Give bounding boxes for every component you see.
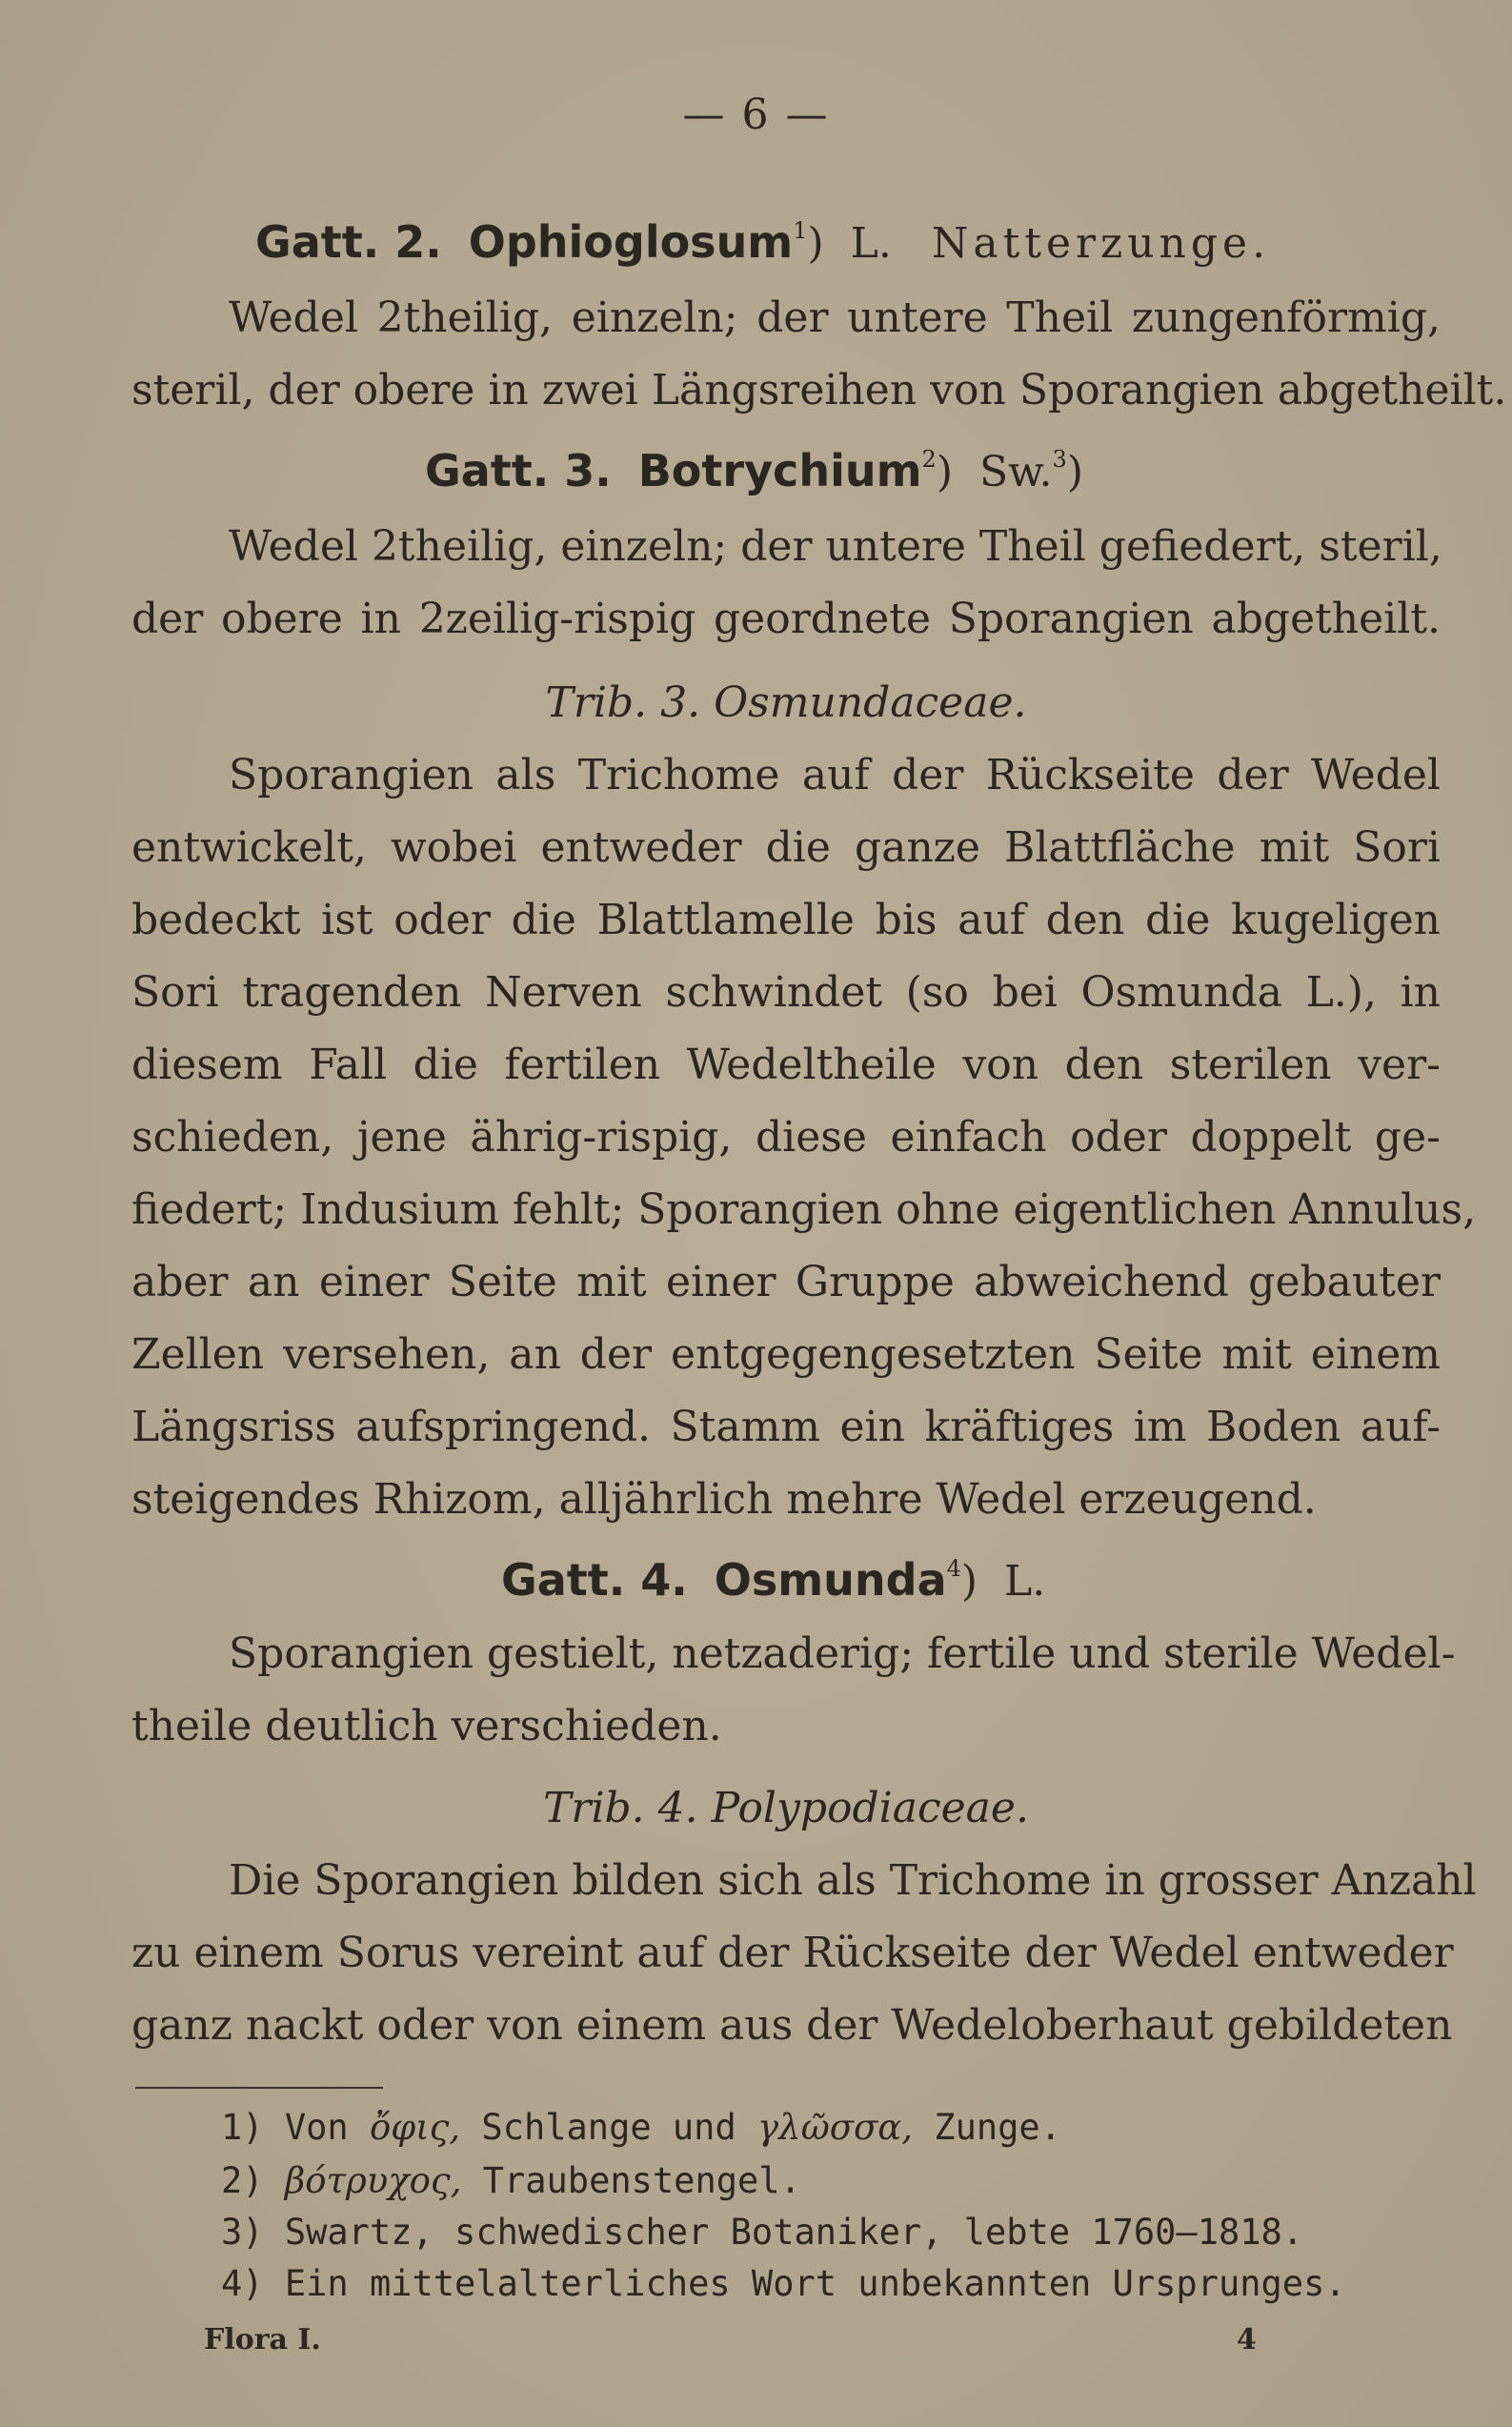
author: Sw. <box>978 448 1053 496</box>
text-line: schieden, jene ährig-rispig, diese einfach oder doppelt ge- <box>131 1113 1441 1162</box>
genus-name: Ophioglosum <box>468 216 794 268</box>
heading-trib-4: Trib. 4. Polypodiaceae. <box>543 1784 1029 1832</box>
text-line: Sporangien gestielt, netzaderig; fertile und sterile Wedel- <box>229 1629 1456 1678</box>
greek-word: γλῶσσα, <box>757 2107 914 2148</box>
author: L. <box>850 219 892 268</box>
genus-name: Botrychium <box>637 445 922 496</box>
heading-gatt-3: Gatt. 3. Botrychium$^2$) Sw.$^3$) <box>425 445 1083 496</box>
text-line: Sori tragenden Nerven schwindet (so bei Osmunda L.), in <box>131 968 1441 1017</box>
footnote-4 <box>221 2260 1364 2308</box>
footnote-text: Zunge. <box>934 2107 1061 2148</box>
text-line: Wedel 2theilig, einzeln; der untere Theil gefiedert, steril, <box>229 522 1442 571</box>
footnote-ref: 3 <box>1052 446 1067 473</box>
genus-label: Gatt. 4. <box>501 1554 688 1606</box>
text-line: der obere in 2zeilig-rispig geordnete Sporangien abgetheilt. <box>131 595 1441 643</box>
text-line: Zellen versehen, an der entgegengesetzten Seite mit einem <box>131 1330 1441 1379</box>
footnote-number: 4) <box>221 2263 264 2304</box>
genus-label: Gatt. 3. <box>425 445 612 496</box>
footnote-ref: 1 <box>793 217 808 244</box>
greek-word: ὄφις, <box>369 2107 461 2148</box>
footnote-rule <box>135 2087 383 2089</box>
text-line: Die Sporangien bilden sich als Trichome in grosser Anzahl <box>229 1856 1477 1905</box>
page-number: — 6 — <box>682 91 830 139</box>
text-line: theile deutlich verschieden. <box>131 1702 722 1750</box>
text-line: zu einem Sorus vereint auf der Rückseite der Wedel entweder <box>131 1929 1454 1977</box>
author: L. <box>1004 1557 1046 1606</box>
text-line: steril, der obere in zwei Längsreihen von Sporangien abgetheilt. <box>131 366 1507 415</box>
footnote-ref: 2 <box>921 446 937 473</box>
text-line: aber an einer Seite mit einer Gruppe abweichend gebauter <box>131 1258 1441 1306</box>
footnote-1 <box>221 2104 1364 2152</box>
footnote-3 <box>221 2209 1364 2256</box>
signature-number: 4 <box>1237 2323 1257 2356</box>
signature-mark: Flora I. <box>204 2323 321 2356</box>
text-line: steigendes Rhizom, alljährlich mehre Wedel erzeugend. <box>131 1475 1317 1524</box>
footnote-number: 2) <box>221 2160 264 2201</box>
genus-label: Gatt. 2. <box>255 216 442 268</box>
text-line: diesem Fall die fertilen Wedeltheile von den sterilen ver- <box>131 1041 1441 1089</box>
footnote-ref: 4 <box>946 1555 961 1582</box>
footnote-text: Traubenstengel. <box>482 2160 801 2201</box>
heading-gatt-2: Gatt. 2. Ophioglosum$^1$) L. Natterzunge. <box>255 216 1271 268</box>
heading-trib-3: Trib. 3. Osmundaceae. <box>545 678 1027 727</box>
text-line: ganz nackt oder von einem aus der Wedeloberhaut gebildeten <box>131 2001 1453 2050</box>
footnote-text: Schlange und <box>481 2107 736 2148</box>
footnote-text: Von <box>284 2107 349 2148</box>
text-line: Wedel 2theilig, einzeln; der untere Theil zungenförmig, <box>229 293 1441 342</box>
common-name: Natterzunge. <box>931 219 1271 268</box>
genus-name: Osmunda <box>714 1554 947 1606</box>
footnote-number: 3) <box>221 2212 264 2253</box>
text-line: bedeckt ist oder die Blattlamelle bis auf den die kugeligen <box>131 896 1441 944</box>
heading-gatt-4: Gatt. 4. Osmunda$^4$) L. <box>501 1554 1046 1606</box>
footnote-text: Ein mittelalterliches Wort unbekannten Ursprunges. <box>284 2263 1346 2304</box>
greek-word: βότρυχος, <box>284 2160 462 2201</box>
footnote-number: 1) <box>221 2107 264 2148</box>
text-line: Sporangien als Trichome auf der Rückseite der Wedel <box>229 751 1441 799</box>
footnote-text: Swartz, schwedischer Botaniker, lebte 1760—1818. <box>284 2212 1304 2253</box>
footnote-2 <box>221 2157 1364 2205</box>
text-line: entwickelt, wobei entweder die ganze Blattfläche mit Sori <box>131 823 1441 872</box>
text-line: Längsriss aufspringend. Stamm ein kräftiges im Boden auf- <box>131 1403 1441 1451</box>
text-line: fiedert; Indusium fehlt; Sporangien ohne eigentlichen Annulus, <box>131 1185 1477 1234</box>
